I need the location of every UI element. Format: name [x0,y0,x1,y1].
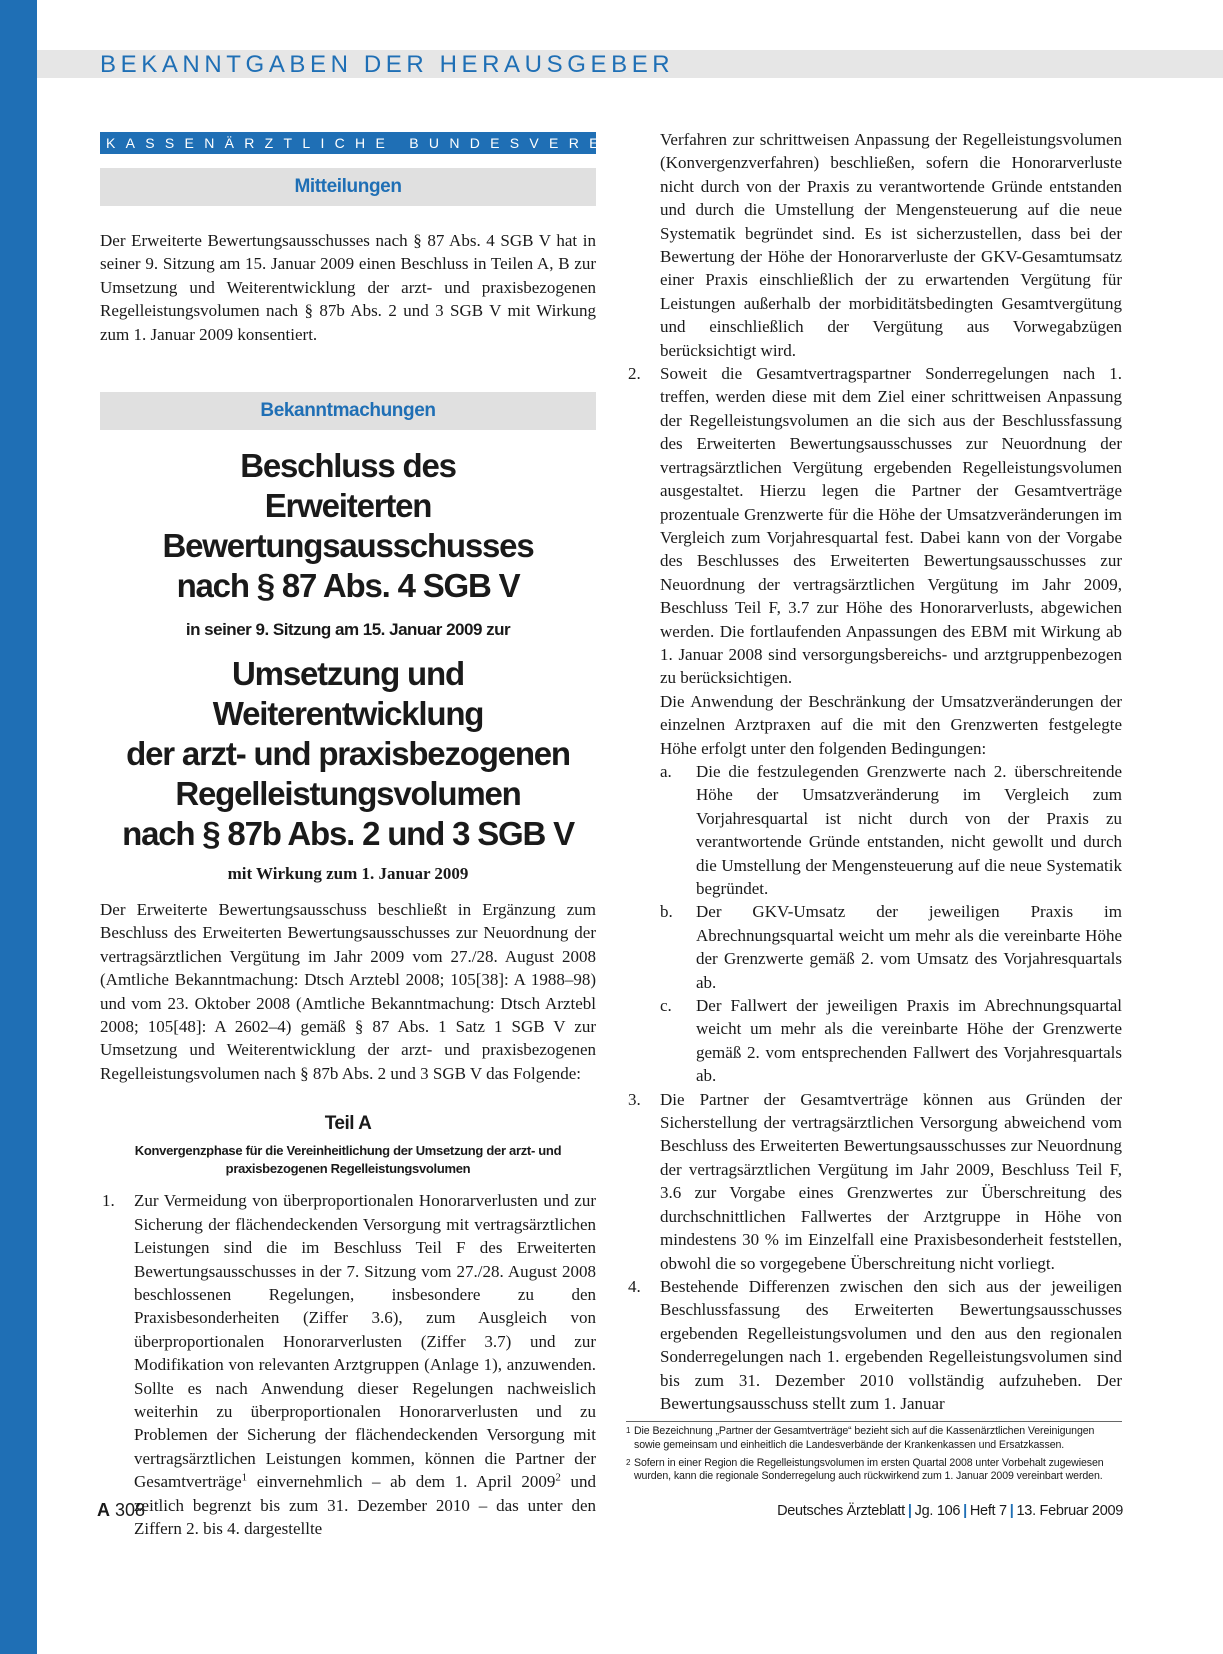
subject-line: der arzt- und praxisbezogenen [126,735,570,773]
effective-line: mit Wirkung zum 1. Januar 2009 [227,864,469,884]
footnote-text: Sofern in einer Region die Regelleistungsvolumen im ersten Quartal 2008 unter Vorbehalt zugewiesen wurden, kann die regionale Sonderregelung auch rückwirkend zum 1. Januar 2009 vereinbart werden. [634,1456,1104,1483]
list-item [626,1088,1122,1275]
item-number: 4. [628,1276,641,1296]
left-column [100,132,741,1540]
teil-a-subtitle: Konvergenzphase für die Vereinheitlichung der Umsetzung der arzt- und praxisbezogenen Regelleistungsvolumen [134,1143,562,1176]
page-number-value: 308 [115,1500,146,1520]
item-number: 1. [102,1191,115,1211]
footer-separator: | [1009,1503,1014,1519]
page-prefix: A [97,1500,110,1520]
footnote-ref: 2 [555,1471,561,1484]
journal-footer [777,1503,1123,1519]
list-item [626,1275,1122,1415]
title-line: Erweiterten Bewertungsausschusses [162,487,534,565]
footnote-ref: 1 [241,1471,248,1484]
item-number: 3. [628,1089,641,1109]
item-number: 2. [628,364,641,384]
subject-line: Regelleistungsvolumen [175,775,521,813]
right-column [626,128,1122,1484]
list-item [100,1189,596,1540]
resolution-title [100,446,596,606]
journal-volume: Jg. 106 [914,1503,961,1519]
sub-item-text: Der GKV-Umsatz der jeweiligen Praxis im Abrechnungsquartal weicht um mehr als die vereinbarte Höhe der Grenzwerte gemäß 2. vom Umsatz des Vorjahresquartals ab. [696,902,1122,992]
subject-line: nach § 87b Abs. 2 und 3 SGB V [122,815,574,853]
footnote-number: 2 [626,1457,631,1467]
journal-name: Deutsches Ärzteblatt [777,1503,905,1519]
sub-item-text: Die die festzulegenden Grenzwerte nach 2. überschreitende Höhe der Umsatzveränderung im Vergleich zum Vorjahresquartal ist nicht durch von der Praxis zu verantwortende Gründe entstanden, nicht gewollt und durch die Umstellung der Mengensteuerung auf die neue Systematik begründet. [696,761,1122,898]
sub-item-letter: c. [660,996,672,1016]
item-text: Soweit die Gesamtvertragspartner Sonderregelungen nach 1. treffen, werden diese mit dem Ziel einer schrittweisen Anpassung der Regelleistungsvolumen an die sich aus der Beschlussfassung des Erweiterten Bewertungsausschusses zur Neuordnung der vertragsärztlichen Vergütung ergebenden Regelleistungsvolumen ausgestaltet. Hierzu legen die Partner der Gesamtverträge prozentuale Grenzwerte für die Höhe der Umsatzveränderungen im Vergleich zum Vorjahresquartal fest. Dabei kann von der Vorgabe des Beschlusses des Erweiterten Bewertungsausschusses zur Neuordnung der vertragsärztlichen Vergütung im Jahr 2009, Beschluss Teil F, 3.7 zur Höhe des Honorarverlusts, abgewichen werden. Die fortlaufenden Anpassungen des EBM mit Wirkung ab 1. Januar 2008 sind versorgungsbereichs- und arztgruppenbezogen zu berücksichtigen. [660,364,1122,688]
sub-item-text: Der Fallwert der jeweiligen Praxis im Abrechnungsquartal weicht um mehr als die vereinbarte Höhe der Grenzwerte gemäß 2. vom entsprechenden Fallwert des Vorjahresquartals ab. [696,996,1122,1086]
list-item [626,362,1122,690]
sub-list-item [660,994,1122,1088]
sub-item-letter: b. [660,902,673,922]
footer-separator: | [963,1503,967,1519]
sub-list [626,760,1122,1088]
footnote [626,1425,1122,1452]
page-number [97,1500,145,1521]
item-text-part: Zur Vermeidung von überproportionalen Honorarverlusten und zur Sicherung der flächendeckenden Versorgung mit vertragsärztlichen Leistungen sind die im Beschluss Teil F des Erweiterten Bewertungsausschusses in der 7. Sitzung vom 27./28. August 2008 beschlossenen Regelungen, insbesondere zu den Praxisbesonderheiten (Ziffer 3.6), zum Ausgleich von überproportionalen Honorarverlusten (Ziffer 3.7) und zur Modifikation von relevanten Arztgruppen (Anlage 1), anzuwenden. Sollte es nach Anwendung dieser Regelungen nachweislich weiterhin zu überproportionalen Honorarverlusten und zu Problemen der Sicherung der flächendeckenden Versorgung mit vertragsärztlichen Leistungen kommen, können die Partner der Gesamtverträge [134,1191,596,1492]
item-2-paragraph: Die Anwendung der Beschränkung der Umsatzveränderungen der einzelnen Arztpraxen auf die mit den Grenzwerten festgelegte Höhe erfolgt unter den folgenden Bedingungen: [660,691,1122,758]
title-line: Beschluss des [240,447,456,485]
teil-a-title: Teil A [324,1113,372,1135]
sub-list-item [660,900,1122,994]
item-text-part: und zeitlich begrenzt bis zum 31. Dezember 2010 – das unter den Ziffern 2. bis 4. dargestellte [134,1472,596,1538]
footnote-number: 1 [626,1426,631,1436]
bekanntmachungen-heading: Bekanntmachungen [100,392,596,430]
section-header: BEKANNTGABEN DER HERAUSGEBER [100,51,675,78]
sub-item-letter: a. [660,761,672,781]
item-1-continued: Verfahren zur schrittweisen Anpassung der Regelleistungsvolumen (Konvergenzverfahren) beschließen, sofern die Honorarverluste nicht durch von der Praxis zu verantwortende Gründe entstanden und durch die Umstellung der Mengensteuerung auf die neue Systematik begründet sind. Es ist sicherzustellen, dass bei der Bewertung der Höhe der Honorarverluste der GKV-Gesamtumsatz einer Praxis einschließlich der zu erwartenden Vergütung für Leistungen außerhalb der morbiditätsbedingten Gesamtvergütung und einschließlich der Vergütung aus Vorwegabzügen berücksichtigt wird. [660,130,1122,360]
title-line: nach § 87 Abs. 4 SGB V [176,567,520,605]
item-text [134,1189,596,1540]
item-text-part: einvernehmlich – ab dem 1. April 2009 [247,1472,556,1492]
resolution-subject [100,654,596,854]
side-color-bar [0,0,37,1654]
publisher-bar: KASSENÄRZTLICHE BUNDESVEREINIGUNG [100,132,596,154]
mitteilungen-text: Der Erweiterte Bewertungsausschusses nach § 87 Abs. 4 SGB V hat in seiner 9. Sitzung am 15. Januar 2009 einen Beschluss in Teilen A, B zur Umsetzung und Weiterentwicklung der arzt- und praxisbezogenen Regelleistungsvolumen nach § 87b Abs. 2 und 3 SGB V mit Wirkung zum 1. Januar 2009 konsentiert. [100,231,596,344]
session-line: in seiner 9. Sitzung am 15. Januar 2009 zur [185,620,511,640]
mitteilungen-heading: Mitteilungen [100,168,596,206]
item-text: Bestehende Differenzen zwischen den sich aus der jeweiligen Beschlussfassung des Erweiterten Bewertungsausschusses ergebenden Regelleistungsvolumen und den aus den regionalen Sonderregelungen nach 1. ergebenden Regelleistungsvolumen sind bis zum 31. Dezember 2010 vollständig aufzuheben. Der Bewertungsausschuss stellt zum 1. Januar [660,1276,1122,1413]
item-text: Die Partner der Gesamtverträge können aus Gründen der Sicherstellung der vertragsärztlichen Versorgung abweichend vom Beschluss des Erweiterten Bewertungsausschusses zur Neuordnung der vertragsärztlichen Vergütung im Jahr 2009, Beschluss Teil F, 3.6 zur Vorgabe eines Grenzwertes zur Überschreitung des durchschnittlichen Fallwertes der Arztgruppe in Höhe von mindestens 30 % im Einzelfall eine Praxisbesonderheit feststellen, obwohl die so vorgegebene Überschreitung nicht vorliegt. [660,1089,1122,1273]
footer-separator: | [907,1503,912,1519]
journal-date: 13. Februar 2009 [1016,1503,1123,1519]
sub-list-item [660,760,1122,900]
footnote-divider [626,1421,1122,1422]
journal-issue: Heft 7 [969,1503,1007,1519]
preamble: Der Erweiterte Bewertungsausschuss beschließt in Ergänzung zum Beschluss des Erweiterten Bewertungsausschusses zur Neuordnung der vertragsärztlichen Vergütung im Jahr 2009 vom 27./28. August 2008 (Amtliche Bekanntmachung: Dtsch Arztebl 2008; 105[38]: A 1988–98) und vom 23. Oktober 2008 (Amtliche Bekanntmachung: Dtsch Arztebl 2008; 105[48]: A 2602–4) gemäß § 87 Abs. 1 Satz 1 SGB V zur Umsetzung und Weiterentwicklung der arzt- und praxisbezogenen Regelleistungsvolumen nach § 87b Abs. 2 und 3 SGB V das Folgende: [100,900,596,1083]
footnote [626,1457,1122,1484]
footnote-text: Die Bezeichnung „Partner der Gesamtverträge“ bezieht sich auf die Kassenärztlichen Vereinigungen sowie gemeinsam und einheitlich die Landesverbände der Krankenkassen und Ersatzkassen. [634,1425,1095,1451]
subject-line: Umsetzung und Weiterentwicklung [212,655,484,733]
